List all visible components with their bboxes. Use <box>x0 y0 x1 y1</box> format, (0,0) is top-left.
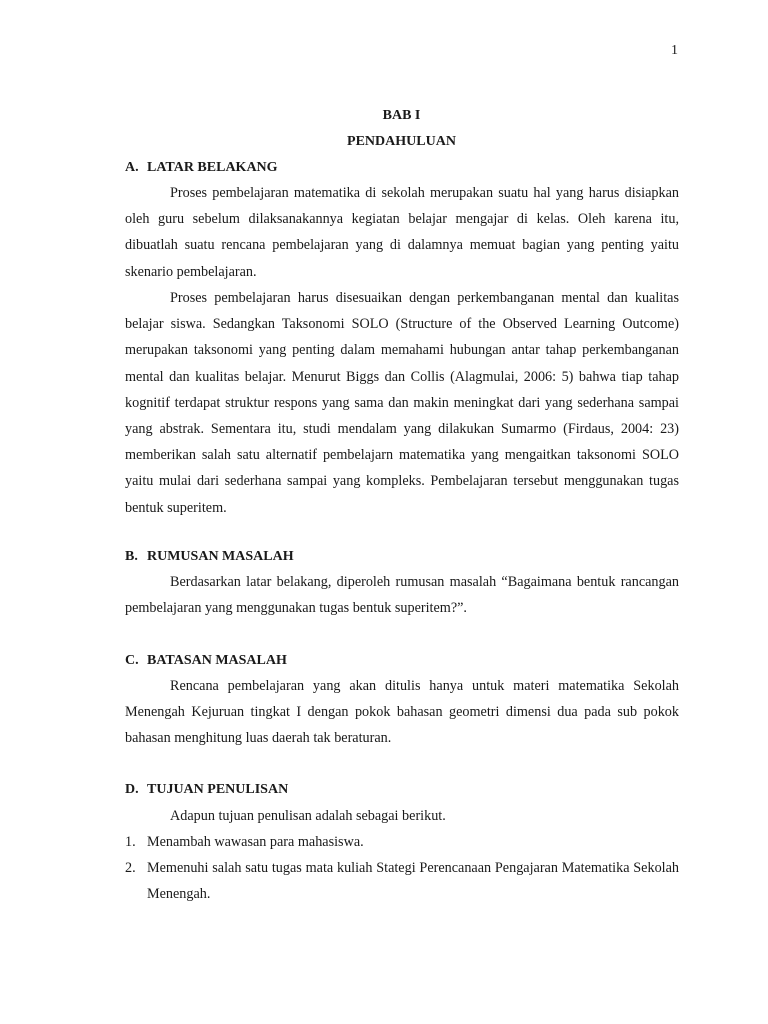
section-b-title: RUMUSAN MASALAH <box>147 549 294 564</box>
section-d-intro: Adapun tujuan penulisan adalah sebagai berikut. <box>170 808 446 824</box>
section-d-title: TUJUAN PENULISAN <box>147 782 289 797</box>
list-item-number: 1. <box>125 834 136 850</box>
section-c-title: BATASAN MASALAH <box>147 653 287 668</box>
list-item-number: 2. <box>125 860 136 876</box>
section-a-title: LATAR BELAKANG <box>147 160 278 175</box>
section-d-heading <box>125 782 288 798</box>
section-b-heading <box>125 549 294 565</box>
section-b-letter: B. <box>125 549 138 564</box>
chapter-title: PENDAHULUAN <box>347 134 456 149</box>
section-a-heading <box>125 160 278 176</box>
section-a-paragraph-2: Proses pembelajaran harus disesuaikan dengan perkembanganan mental dan kualitas belajar siswa. Sedangkan Taksonomi SOLO (Structure of the Observed Learning Outcome) merupakan taksonomi yang penting dalam memahami hubungan antar tahap perkembanganan mental dan kualitas belajar. Menurut Biggs dan Collis (Alagmulai, 2006: 5) bahwa tiap tahap kognitif terdapat struktur respons yang sama dan makin meningkat dari yang sederhana sampai yang abstrak. Sementara itu, studi mendalam yang dilakukan Sumarmo (Firdaus, 2004: 23) memberikan salah satu alternatif pembelajarn matematika yang mengaitkan taksonomi SOLO yaitu mulai dari sederhana sampai yang kompleks. Pembelajaran tersebut menggunakan tugas bentuk superitem. <box>125 290 679 516</box>
list-item-text: Memenuhi salah satu tugas mata kuliah Stategi Perencanaan Pengajaran Matematika Sekolah Menengah. <box>147 860 679 903</box>
list-item <box>125 829 679 855</box>
page-number: 1 <box>671 43 678 58</box>
section-c-paragraph-1: Rencana pembelajaran yang akan ditulis hanya untuk materi matematika Sekolah Menengah Kejuruan tingkat I dengan pokok bahasan geometri dimensi dua pada sub pokok bahasan menghitung luas daerah tak beraturan. <box>125 678 679 747</box>
section-a-letter: A. <box>125 160 139 175</box>
section-c-heading <box>125 653 287 669</box>
section-d-letter: D. <box>125 782 139 797</box>
chapter-label: BAB I <box>382 108 421 123</box>
list-item-text: Menambah wawasan para mahasiswa. <box>147 834 364 850</box>
list-item <box>125 855 679 907</box>
section-b-paragraph-1: Berdasarkan latar belakang, diperoleh rumusan masalah “Bagaimana bentuk rancangan pembelajaran yang menggunakan tugas bentuk superitem?”. <box>125 574 679 617</box>
section-a-paragraph-1: Proses pembelajaran matematika di sekolah merupakan suatu hal yang harus disiapkan oleh guru sebelum dilaksanakannya kegiatan belajar mengajar di kelas. Oleh karena itu, dibuatlah suatu rencana pembelajaran yang di dalamnya memuat bagian yang penting yaitu skenario pembelajaran. <box>125 185 679 280</box>
section-c-letter: C. <box>125 653 139 668</box>
